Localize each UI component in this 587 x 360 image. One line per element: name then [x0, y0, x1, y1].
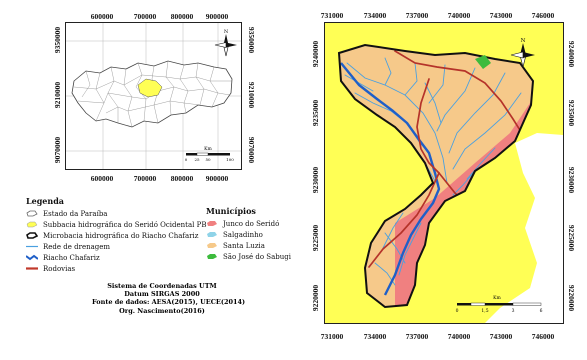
inset-y-tick: 9350000 — [53, 26, 62, 54]
inset-north-label: N — [223, 29, 229, 35]
sao-jose-swatch-icon — [206, 253, 218, 260]
main-y-tick: 9230000 — [567, 166, 576, 194]
main-x-tick: 737000 — [405, 332, 429, 341]
drainage-line-icon — [26, 243, 38, 250]
santa-luzia-swatch-icon — [206, 242, 218, 249]
main-y-tick: 9220000 — [311, 284, 320, 312]
main-x-tick: 734000 — [363, 11, 387, 20]
main-x-tick: 731000 — [320, 332, 344, 341]
inset-scale-tick: 0 — [184, 157, 188, 162]
inset-x-tick: 600000 — [90, 12, 114, 21]
main-y-tick: 9225000 — [567, 224, 576, 252]
municipio-label: São José do Sabugi — [223, 252, 291, 261]
inset-x-tick: 700000 — [133, 174, 157, 183]
municipio-item — [206, 240, 301, 251]
riacho-line-icon — [26, 254, 38, 261]
inset-scale-tick: 50 — [205, 157, 211, 162]
main-y-tick: 9240000 — [311, 40, 320, 68]
municipios-title: Municípios — [206, 206, 256, 216]
main-x-tick: 740000 — [447, 11, 471, 20]
microbasin-outline-icon — [26, 232, 38, 239]
legend-item — [26, 208, 206, 219]
main-scale-tick: 0 — [455, 309, 459, 314]
subbasin-swatch-icon — [26, 221, 38, 228]
main-y-tick: 9225000 — [311, 224, 320, 252]
inset-x-tick: 900000 — [205, 12, 229, 21]
legend-label: Estado da Paraíba — [43, 209, 108, 218]
inset-scale-tick: 100 — [226, 157, 234, 162]
municipio-item — [206, 229, 301, 240]
legend-label: Rodovias — [43, 264, 76, 273]
inset-x-tick: 800000 — [170, 12, 194, 21]
main-x-tick: 746000 — [531, 11, 555, 20]
main-x-tick: 743000 — [489, 332, 513, 341]
legend-label: Subbacia hidrográfica do Seridó Ocidental PB — [43, 220, 207, 229]
main-map-frame — [324, 22, 564, 324]
road-line-icon — [26, 265, 38, 272]
legend-item — [26, 241, 206, 252]
main-y-tick: 9240000 — [567, 40, 576, 68]
inset-scale-tick: 25 — [194, 157, 200, 162]
legend-label: Rede de drenagem — [43, 242, 111, 251]
info-line: Datum SIRGAS 2000 — [124, 290, 200, 299]
municipio-item — [206, 251, 301, 262]
salgadinho-swatch-icon — [206, 231, 218, 238]
inset-north-arrow — [215, 29, 237, 56]
main-x-tick: 731000 — [320, 11, 344, 20]
inset-x-tick: 700000 — [133, 12, 157, 21]
inset-x-tick: 600000 — [90, 174, 114, 183]
main-x-tick: 734000 — [363, 332, 387, 341]
legend — [26, 196, 206, 274]
map-info-block — [92, 282, 246, 315]
municipio-label: Santa Luzia — [223, 241, 265, 250]
inset-map — [66, 23, 241, 169]
main-y-tick: 9235000 — [567, 99, 576, 127]
legend-item — [26, 230, 206, 241]
inset-scale-label: Km — [204, 147, 212, 152]
main-scale-tick: 6 — [539, 309, 543, 314]
main-x-tick: 743000 — [489, 11, 513, 20]
info-line: Sistema de Coordenadas UTM — [107, 282, 217, 290]
state-outline-icon — [26, 210, 38, 217]
legend-item — [26, 219, 206, 230]
main-y-tick: 9230000 — [311, 166, 320, 194]
main-north-label: N — [520, 38, 526, 44]
main-x-tick: 740000 — [447, 332, 471, 341]
info-line: Fonte de dados: AESA(2015), UECE(2014) — [92, 298, 246, 307]
inset-x-tick: 800000 — [170, 174, 194, 183]
municipio-item — [206, 218, 301, 229]
main-map — [325, 23, 563, 323]
info-line: Org. Nascimento(2016) — [119, 306, 205, 315]
municipio-label: Junco do Seridó — [223, 219, 280, 228]
inset-scale-bar — [185, 146, 235, 162]
inset-y-tick: 9070000 — [53, 136, 62, 164]
main-scale-tick: 1,5 — [481, 309, 489, 314]
inset-y-tick: 9210000 — [53, 81, 62, 109]
legend-item — [26, 252, 206, 263]
junco-swatch-icon — [206, 220, 218, 227]
inset-map-frame — [65, 22, 242, 170]
main-x-tick: 737000 — [405, 11, 429, 20]
inset-y-tick: 9350000 — [247, 26, 256, 54]
legend-item — [26, 263, 206, 274]
main-y-tick: 9235000 — [311, 99, 320, 127]
legend-title: Legenda — [26, 196, 64, 206]
legend-label: Microbacia hidrográfica do Riacho Chafariz — [43, 231, 199, 240]
main-x-tick: 746000 — [531, 332, 555, 341]
main-scale-label: Km — [493, 296, 501, 301]
inset-y-tick: 9210000 — [247, 81, 256, 109]
inset-x-tick: 900000 — [205, 174, 229, 183]
municipio-label: Salgadinho — [223, 230, 263, 239]
main-scale-tick: 3 — [511, 309, 515, 314]
inset-y-tick: 9070000 — [247, 136, 256, 164]
municipios-legend — [206, 206, 301, 262]
legend-label: Riacho Chafariz — [43, 253, 100, 262]
main-y-tick: 9220000 — [567, 284, 576, 312]
